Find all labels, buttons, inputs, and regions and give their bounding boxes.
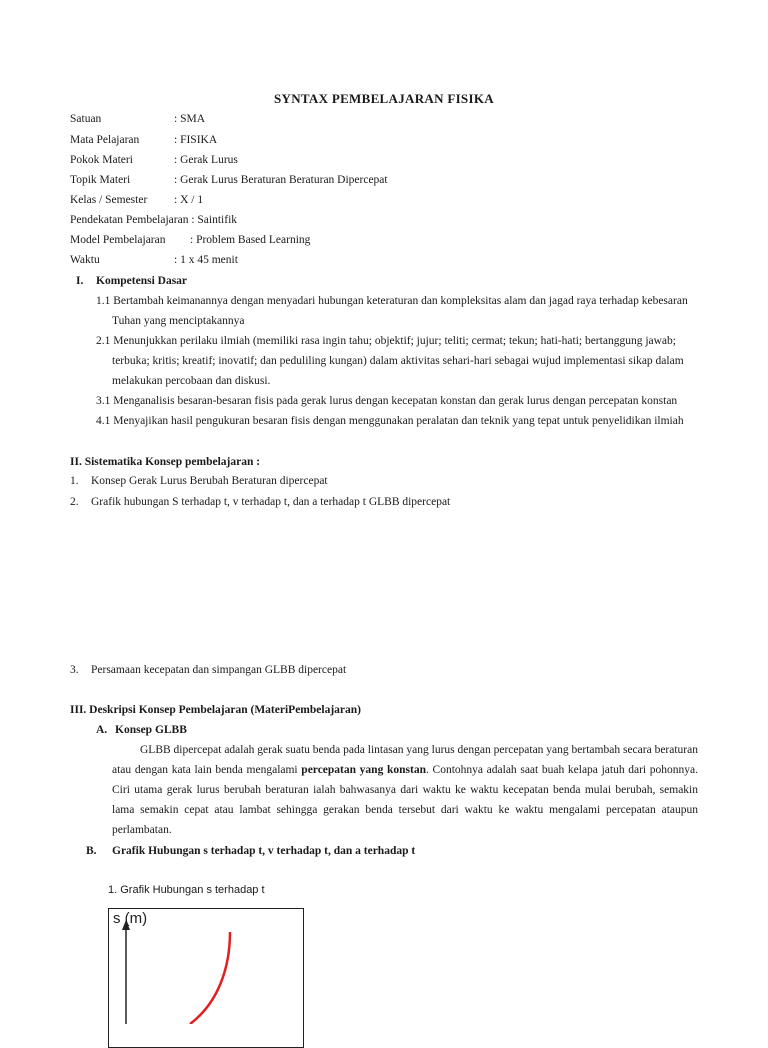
section2-item2-number: 2. xyxy=(70,496,79,508)
info-label-kelas: Kelas / Semester xyxy=(70,194,148,206)
section2-item3-number: 3. xyxy=(70,664,79,676)
section2-heading: II. Sistematika Konsep pembelajaran : xyxy=(70,456,261,468)
section2-item3-text: Persamaan kecepatan dan simpangan GLBB dipercepat xyxy=(91,664,347,676)
paragraph-bold: percepatan yang konstan xyxy=(301,764,426,776)
section1-heading: Kompetensi Dasar xyxy=(96,275,188,287)
section3-subA-number: A. xyxy=(96,724,108,736)
info-label-pendekatan xyxy=(70,213,237,227)
s-t-curve xyxy=(190,932,230,1024)
kd-4-1: 4.1 Menyajikan hasil pengukuran besaran fisis dengan menggunakan peralatan dan teknik yang tepat untuk penyelidikan ilmiah xyxy=(96,415,684,427)
info-label-waktu: Waktu xyxy=(70,254,100,266)
section1-number: I. xyxy=(76,275,84,287)
kd-2-1-line3: melakukan percobaan dan diskusi. xyxy=(112,375,271,387)
graph1-caption: 1. Grafik Hubungan s terhadap t xyxy=(108,884,265,896)
info-value-model: : Problem Based Learning xyxy=(190,234,311,246)
info-label-mapel: Mata Pelajaran xyxy=(70,134,140,146)
info-value-waktu: : 1 x 45 menit xyxy=(174,254,238,266)
section3-heading: III. Deskripsi Konsep Pembelajaran (MateriPembelajaran) xyxy=(70,704,361,716)
paragraph-part1: GLBB dipercepat adalah gerak suatu benda pada lintasan yang lurus dengan percepatan yang bertambah secara beraturan atau dengan kata lain benda mengalami xyxy=(112,744,698,776)
info-value-topik: : Gerak Lurus Beraturan Beraturan Dipercepat xyxy=(174,174,388,186)
section3-subB-heading: Grafik Hubungan s terhadap t, v terhadap t, dan a terhadap t xyxy=(112,845,416,857)
section3-subA-heading: Konsep GLBB xyxy=(115,724,187,736)
info-value-satuan: : SMA xyxy=(174,113,205,125)
document-title: SYNTAX PEMBELAJARAN FISIKA xyxy=(274,91,494,106)
section2-item2-text: Grafik hubungan S terhadap t, v terhadap t, dan a terhadap t GLBB dipercepat xyxy=(91,496,451,508)
kd-2-1-line1: 2.1 Menunjukkan perilaku ilmiah (memiliki rasa ingin tahu; objektif; jujur; teliti; cermat; tekun; hati-hati; bertanggung jawab; xyxy=(96,335,676,347)
kd-2-1-line2: terbuka; kritis; kreatif; inovatif; dan peduliling kungan) dalam aktivitas sehari-hari sebagai wujud implementasi sikap dalam xyxy=(112,355,684,367)
section2-item1-text: Konsep Gerak Lurus Berubah Beraturan dipercepat xyxy=(91,475,328,487)
info-label-model: Model Pembelajaran xyxy=(70,234,166,246)
info-label-pendekatan-text: Pendekatan Pembelajaran xyxy=(70,214,189,226)
section3-subB-number: B. xyxy=(86,845,97,857)
paragraph-part2: . Contohnya adalah saat buah kelapa jatuh dari pohonnya. Ciri utama gerak lurus berubah beraturan ialah bahwasanya dari waktu ke waktu kecepatan benda mulai berubah, semakin lama semakin cepat atau lambat sehingga gerakan benda tersebut dari waktu ke waktu mengalami percepatan ataupun perlambatan. xyxy=(112,764,699,836)
info-label-topik: Topik Materi xyxy=(70,174,131,186)
section2-item1-number: 1. xyxy=(70,475,79,487)
info-label-satuan: Satuan xyxy=(70,113,102,125)
glbb-paragraph-text xyxy=(112,740,698,840)
info-value-kelas: : X / 1 xyxy=(174,194,204,206)
info-label-pokok: Pokok Materi xyxy=(70,154,133,166)
kd-1-1-line2: Tuhan yang menciptakannya xyxy=(112,315,245,327)
info-value-pokok: : Gerak Lurus xyxy=(174,154,238,166)
kd-3-1: 3.1 Menganalisis besaran-besaran fisis pada gerak lurus dengan kecepatan konstan dan gerak lurus dengan percepatan konstan xyxy=(96,395,678,407)
info-value-mapel: : FISIKA xyxy=(174,134,218,146)
info-value-pendekatan: : Saintifik xyxy=(191,214,238,226)
kd-1-1-line1: 1.1 Bertambah keimanannya dengan menyadari hubungan keteraturan dan kompleksitas alam dan jagad raya terhadap kebesaran xyxy=(96,295,688,307)
graph1-ylabel: s (m) xyxy=(113,910,148,927)
glbb-paragraph xyxy=(112,740,698,840)
